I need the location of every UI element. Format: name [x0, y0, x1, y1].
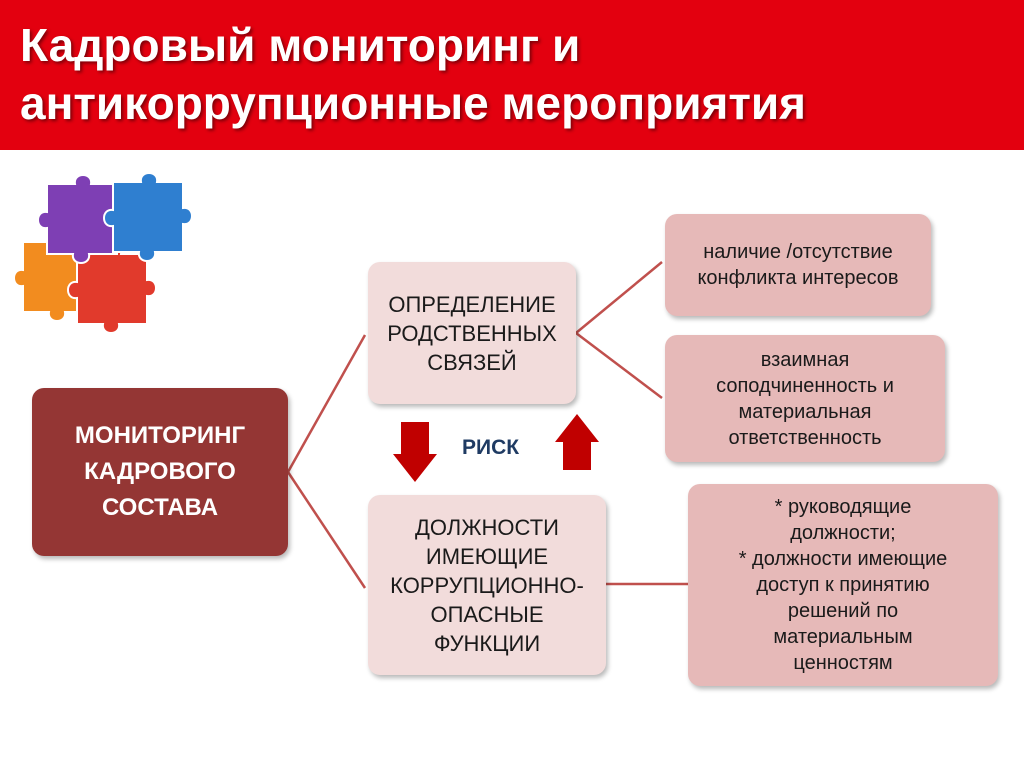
corruption-positions-box: [368, 495, 606, 675]
conflict-of-interest-text: наличие /отсутствие конфликта интересов: [697, 241, 899, 289]
connector-top-to-right1: [576, 262, 662, 333]
positions-list-box: [688, 484, 998, 686]
positions-list-text: * руководящие должности; * должности имеющие доступ к принятию решений по материальным ценностям: [738, 496, 948, 674]
monitoring-main-text: МОНИТОРИНГ КАДРОВОГО СОСТАВА: [74, 422, 246, 521]
relations-text: ОПРЕДЕЛЕНИЕ РОДСТВЕННЫХ СВЯЗЕЙ: [387, 291, 557, 375]
conflict-of-interest-box: [665, 214, 931, 316]
risk-label: РИСК: [462, 436, 520, 459]
monitoring-main-box: [32, 388, 288, 556]
corruption-positions-text: ДОЛЖНОСТИ ИМЕЮЩИЕ КОРРУПЦИОННО- ОПАСНЫЕ ФУНКЦИИ: [390, 514, 584, 656]
relations-box: [368, 262, 576, 404]
arrow-down-icon: [393, 422, 437, 482]
connector-main-to-top: [288, 335, 365, 472]
arrow-up-icon: [555, 414, 599, 470]
subordination-text: взаимная соподчиненность и материальная ответственность: [716, 348, 894, 449]
connector-main-to-bottom: [288, 472, 365, 588]
connector-top-to-right2: [576, 333, 662, 398]
subordination-box: [665, 335, 945, 462]
page-title: Кадровый мониторинг и антикоррупционные мероприятия: [20, 19, 806, 129]
